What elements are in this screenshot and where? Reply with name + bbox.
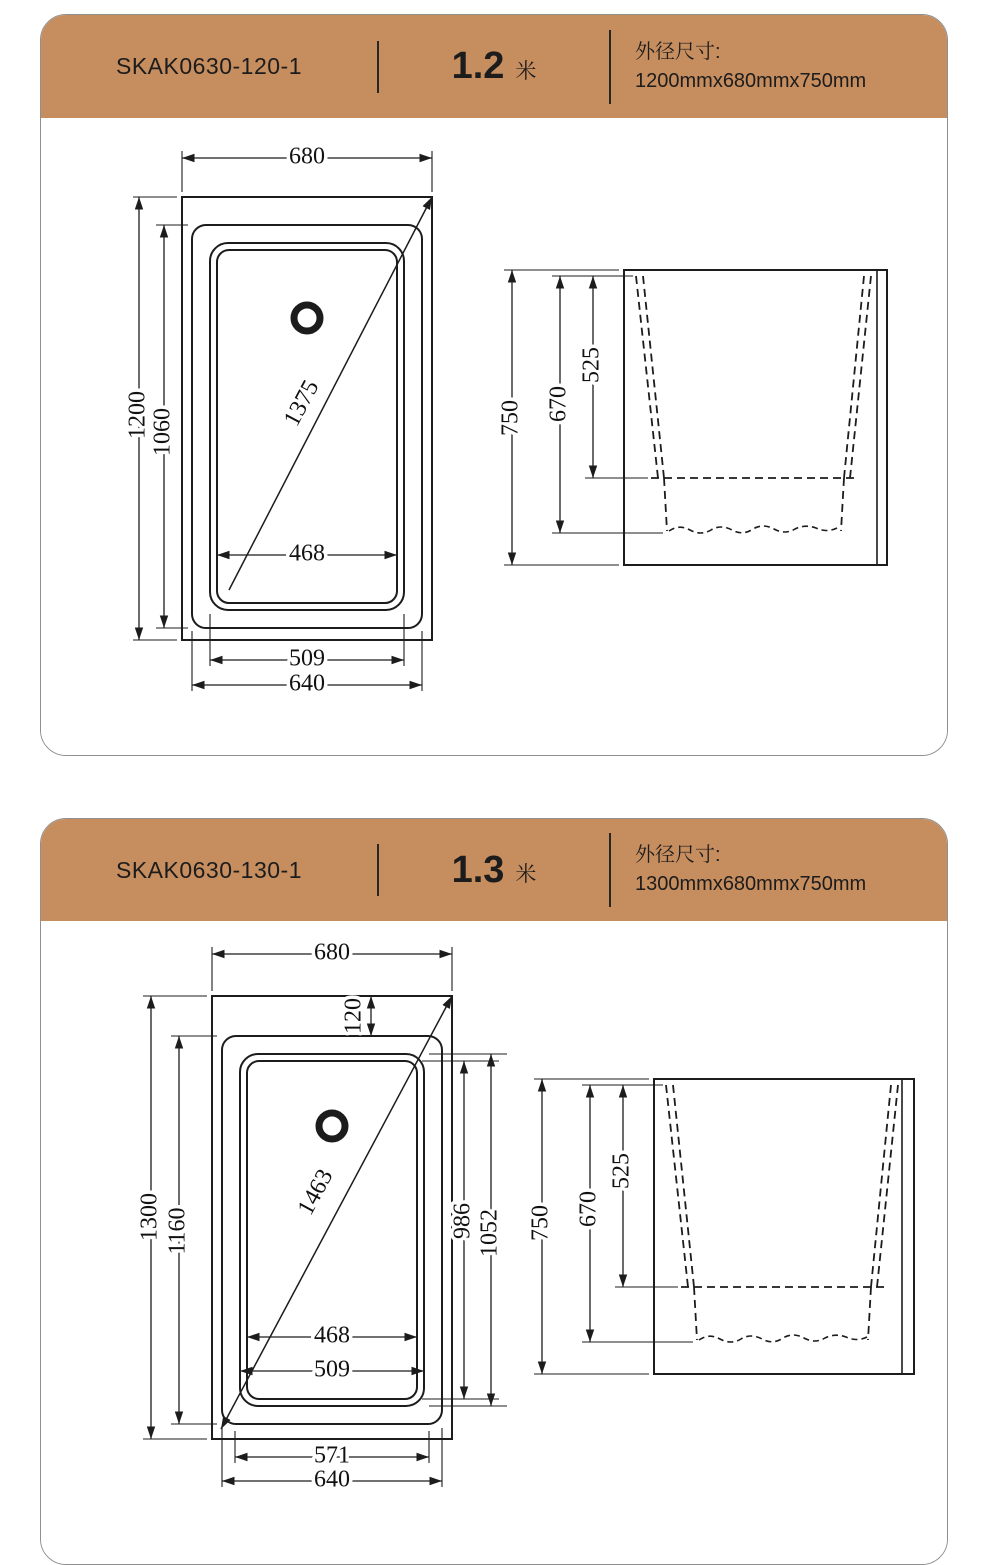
- dim-label-length-outer: 1200: [124, 391, 151, 439]
- dim-bottom-inner: [235, 1431, 429, 1469]
- dim-label-diagonal: 1375: [278, 376, 325, 431]
- dim-top-width: [212, 940, 452, 992]
- dim-label-side-mid: 670: [545, 386, 572, 422]
- dim-label-diagonal: 1463: [292, 1164, 339, 1220]
- dim-bottom-inner: [210, 614, 404, 672]
- dim-length-rim: [165, 1036, 218, 1424]
- dim-diagonal: [293, 1165, 339, 1220]
- dim-label-side-inner: 525: [578, 347, 605, 383]
- dim-label-basin-width: 468: [314, 1322, 350, 1349]
- side-view-drawing: [624, 270, 887, 565]
- dim-label-bottom-inner: 509: [289, 645, 325, 672]
- outer-dimensions-value: 1200mmx680mmx750mm: [635, 69, 867, 92]
- dim-label-side-inner: 525: [608, 1153, 635, 1189]
- size-unit: 米: [515, 59, 537, 83]
- dim-label-length-rim: 1160: [164, 1207, 191, 1255]
- dim-label-bottom-outer: 640: [289, 670, 325, 697]
- card-header-130: [41, 819, 947, 921]
- dim-basin-width: [217, 541, 397, 567]
- size-block: [379, 849, 609, 892]
- product-card-130: [40, 818, 948, 1565]
- side-view-drawing: [654, 1079, 914, 1374]
- dim-diagonal: [279, 376, 325, 431]
- dim-label-bottom-outer: 640: [314, 1466, 350, 1493]
- dim-label-side-mid: 670: [575, 1191, 602, 1227]
- tub-floor-texture: [699, 1335, 867, 1342]
- dim-label-basin-length: 986: [449, 1203, 476, 1239]
- drain-icon: [319, 1113, 345, 1139]
- drain-icon: [294, 305, 320, 331]
- dim-side-mid: [546, 276, 664, 533]
- size-value: 1.3: [451, 848, 505, 891]
- technical-drawing-130: [41, 921, 947, 1564]
- card-header-120: [41, 15, 947, 118]
- outer-dimensions-block: [611, 841, 866, 899]
- dim-basin-width: [247, 1323, 417, 1349]
- dim-label-rim-inner-length: 1052: [476, 1209, 503, 1257]
- dim-basin-width2: [240, 1357, 424, 1383]
- dim-label-top-width: 680: [289, 143, 325, 170]
- size-value: 1.2: [451, 45, 505, 87]
- dim-label-length-outer: 1300: [136, 1193, 163, 1241]
- dim-label-length-rim: 1060: [149, 408, 176, 456]
- tub-floor-texture: [669, 526, 837, 533]
- model-number: SKAK0630-120-1: [115, 53, 302, 79]
- outer-dimensions-title: 外径尺寸:: [635, 844, 721, 866]
- dim-label-top-width: 680: [314, 939, 350, 966]
- outer-dimensions-title: 外径尺寸:: [635, 40, 721, 63]
- outer-dimensions-block: [611, 38, 866, 96]
- dim-label-side-height: 750: [497, 400, 524, 436]
- outer-dimensions-value: 1300mmx680mmx750mm: [635, 873, 867, 895]
- dim-side-inner: [579, 276, 649, 478]
- dim-side-mid: [576, 1085, 694, 1342]
- dim-label-basin-width: 468: [289, 540, 325, 567]
- product-card-120: [40, 14, 948, 756]
- size-block: [379, 45, 609, 88]
- dim-top-width: [182, 144, 432, 193]
- dim-label-bottom-inner: 571: [314, 1442, 350, 1469]
- dim-label-basin-width2: 509: [314, 1356, 350, 1383]
- dim-label-rim-offset: 120: [340, 998, 367, 1034]
- technical-drawing-120: [41, 118, 947, 755]
- card-body-120: [41, 118, 947, 755]
- card-body-130: [41, 921, 947, 1564]
- size-unit: 米: [515, 863, 537, 886]
- dim-label-side-height: 750: [527, 1205, 554, 1241]
- dim-side-inner: [609, 1085, 679, 1287]
- model-number: SKAK0630-130-1: [115, 856, 302, 883]
- dim-rim-offset: [341, 996, 372, 1036]
